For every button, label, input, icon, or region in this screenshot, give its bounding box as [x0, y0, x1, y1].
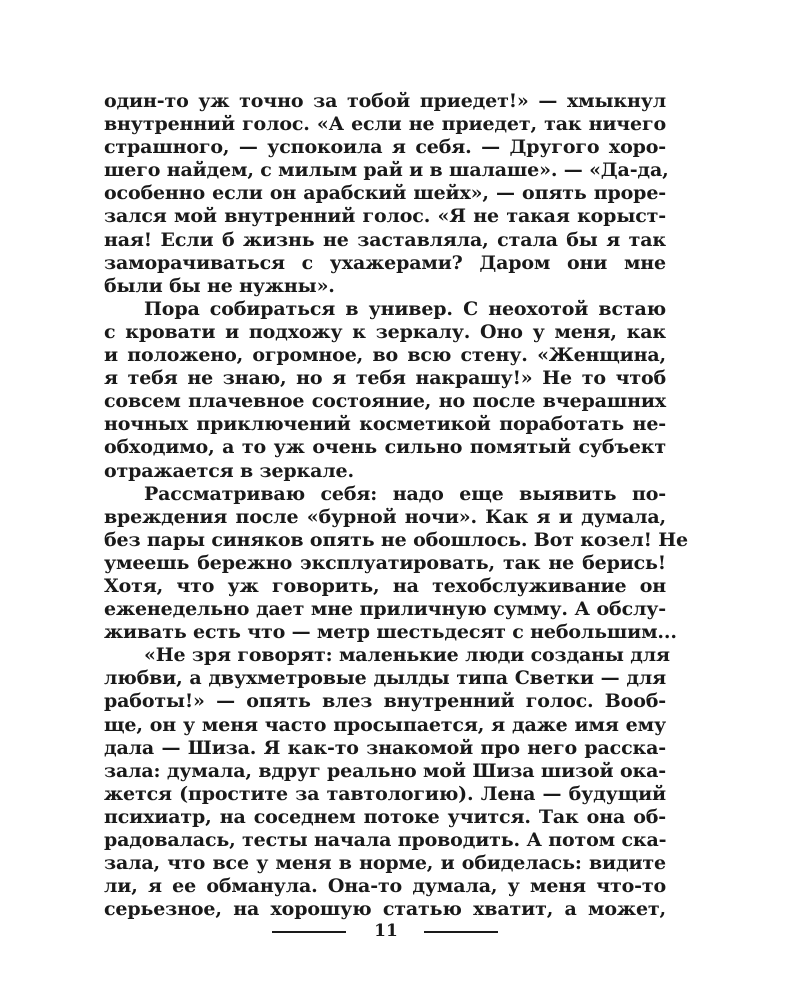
text-line: заморачиваться с ухажерами? Даром они мне — [104, 251, 666, 274]
text-line: вреждения после «бурной ночи». Как я и думала, — [104, 505, 666, 528]
text-line: и положено, огромное, во всю стену. «Женщина, — [104, 344, 666, 367]
text-line: умеешь бережно эксплуатировать, так не берись! — [104, 551, 666, 574]
page-number: 11 — [374, 921, 398, 941]
text-line: серьезное, на хорошую статью хватит, а может, — [104, 898, 666, 921]
text-line: страшного, — успокоила я себя. — Другого хоро- — [104, 136, 666, 159]
paragraph-first-line: Пора собираться в универ. С неохотой встаю — [144, 297, 666, 320]
text-line: жется (простите за тавтологию). Лена — будущий — [104, 782, 666, 805]
text-line: ночных приключений косметикой поработать не- — [104, 413, 666, 436]
text-line: с кровати и подхожу к зеркалу. Оно у меня, как — [104, 320, 666, 343]
text-line: ли, я ее обманула. Она-то думала, у меня что-то — [104, 875, 666, 898]
text-line: радовалась, тесты начала проводить. А потом ска- — [104, 829, 667, 851]
text-line: психиатр, на соседнем потоке учится. Так она об- — [104, 805, 666, 828]
text-line: живать есть что — метр шестьдесят с небольшим... — [104, 621, 677, 644]
text-line: дала — Шиза. Я как-то знакомой про него расска- — [104, 736, 666, 759]
text-line: еженедельно дает мне приличную сумму. А обслу- — [104, 598, 666, 621]
text-line: шего найдем, с милым рай и в шалаше». — «Да-да, — [104, 159, 669, 182]
paragraph-first-line: Рассматриваю себя: надо еще выявить по- — [144, 482, 666, 505]
footer-rule-right — [424, 931, 498, 933]
text-line: работы!» — опять влез внутренний голос. Вооб- — [104, 690, 666, 713]
paragraph-first-line: «Не зря говорят: маленькие люди созданы для — [144, 644, 670, 667]
text-line: Хотя, что уж говорить, на техобслуживание он — [104, 574, 666, 597]
text-line: зался мой внутренний голос. «Я не такая корыст- — [104, 205, 666, 228]
text-line: зала: думала, вдруг реально мой Шиза шизой ока- — [104, 759, 666, 782]
text-line: были бы не нужны». — [104, 274, 335, 297]
text-line: я тебя не знаю, но я тебя накрашу!» Не то чтоб — [104, 367, 666, 390]
book-page-text — [104, 90, 688, 921]
text-line: один-то уж точно за тобой приедет!» — хмыкнул — [104, 90, 666, 112]
footer-rule-left — [272, 931, 346, 933]
text-line: ная! Если б жизнь не заставляла, стала бы я так — [104, 228, 666, 251]
page-footer — [0, 918, 800, 944]
text-line: особенно если он арабский шейх», — опять проре- — [104, 182, 666, 205]
text-line: отражается в зеркале. — [104, 459, 354, 482]
text-line: без пары синяков опять не обошлось. Вот козел! Не — [104, 528, 688, 551]
text-line: внутренний голос. «А если не приедет, так ничего — [104, 113, 666, 136]
text-line: совсем плачевное состояние, но после вчерашних — [104, 390, 666, 413]
text-line: обходимо, а то уж очень сильно помятый субъект — [104, 436, 666, 459]
text-line: ще, он у меня часто просыпается, я даже имя ему — [104, 713, 666, 736]
text-line: любви, а двухметровые дылды типа Светки — для — [104, 667, 666, 690]
text-line: зала, что все у меня в норме, и обиделась: видите — [104, 852, 666, 875]
